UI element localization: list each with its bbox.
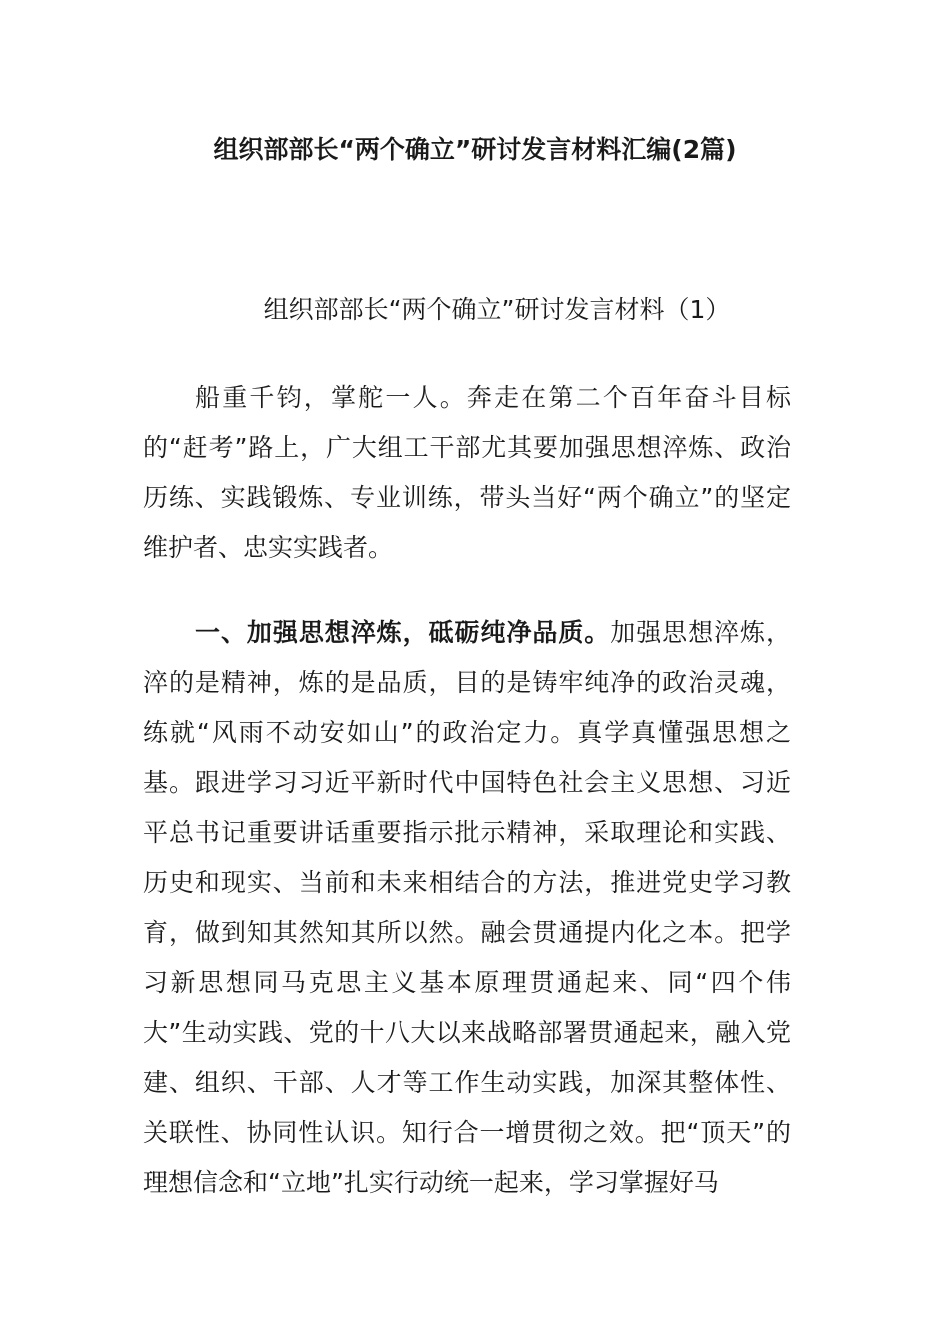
- paragraph-text: 加强思想淬炼，淬的是精神，炼的是品质，目的是铸牢纯净的政治灵魂，练就“风雨不动安如山”的政治定力。真学真懂强思想之基。跟进学习习近平新时代中国特色社会主义思想、习近平总书记重要讲话重要指示批示精神，采取理论和实践、历史和现实、当前和未来相结合的方法，推进党史学习教育，做到知其然知其所以然。融会贯通提内化之本。把学习新思想同马克思主义基本原理贯通起来、同“四个伟大”生动实践、党的十八大以来战略部署贯通起来，融入党建、组织、干部、人才等工作生动实践，加深其整体性、关联性、协同性认识。知行合一增贯彻之效。把“顶天”的理想信念和“立地”扎实行动统一起来，学习掌握好马: [143, 618, 791, 1197]
- paragraph-heading: 一、加强思想淬炼，砥砺纯净品质。: [195, 618, 611, 647]
- paragraph-text: 船重千钧，掌舵一人。奔走在第二个百年奋斗目标的“赶考”路上，广大组工干部尤其要加强思想淬炼、政治历练、实践锻炼、专业训练，带头当好“两个确立”的坚定维护者、忠实实践者。: [143, 383, 791, 562]
- body-paragraph: [143, 608, 791, 1208]
- intro-paragraph: [143, 373, 791, 573]
- section-title: 组织部部长“两个确立”研讨发言材料（1）: [263, 295, 731, 324]
- document-title: 组织部部长“两个确立”研讨发言材料汇编(2篇): [213, 135, 737, 164]
